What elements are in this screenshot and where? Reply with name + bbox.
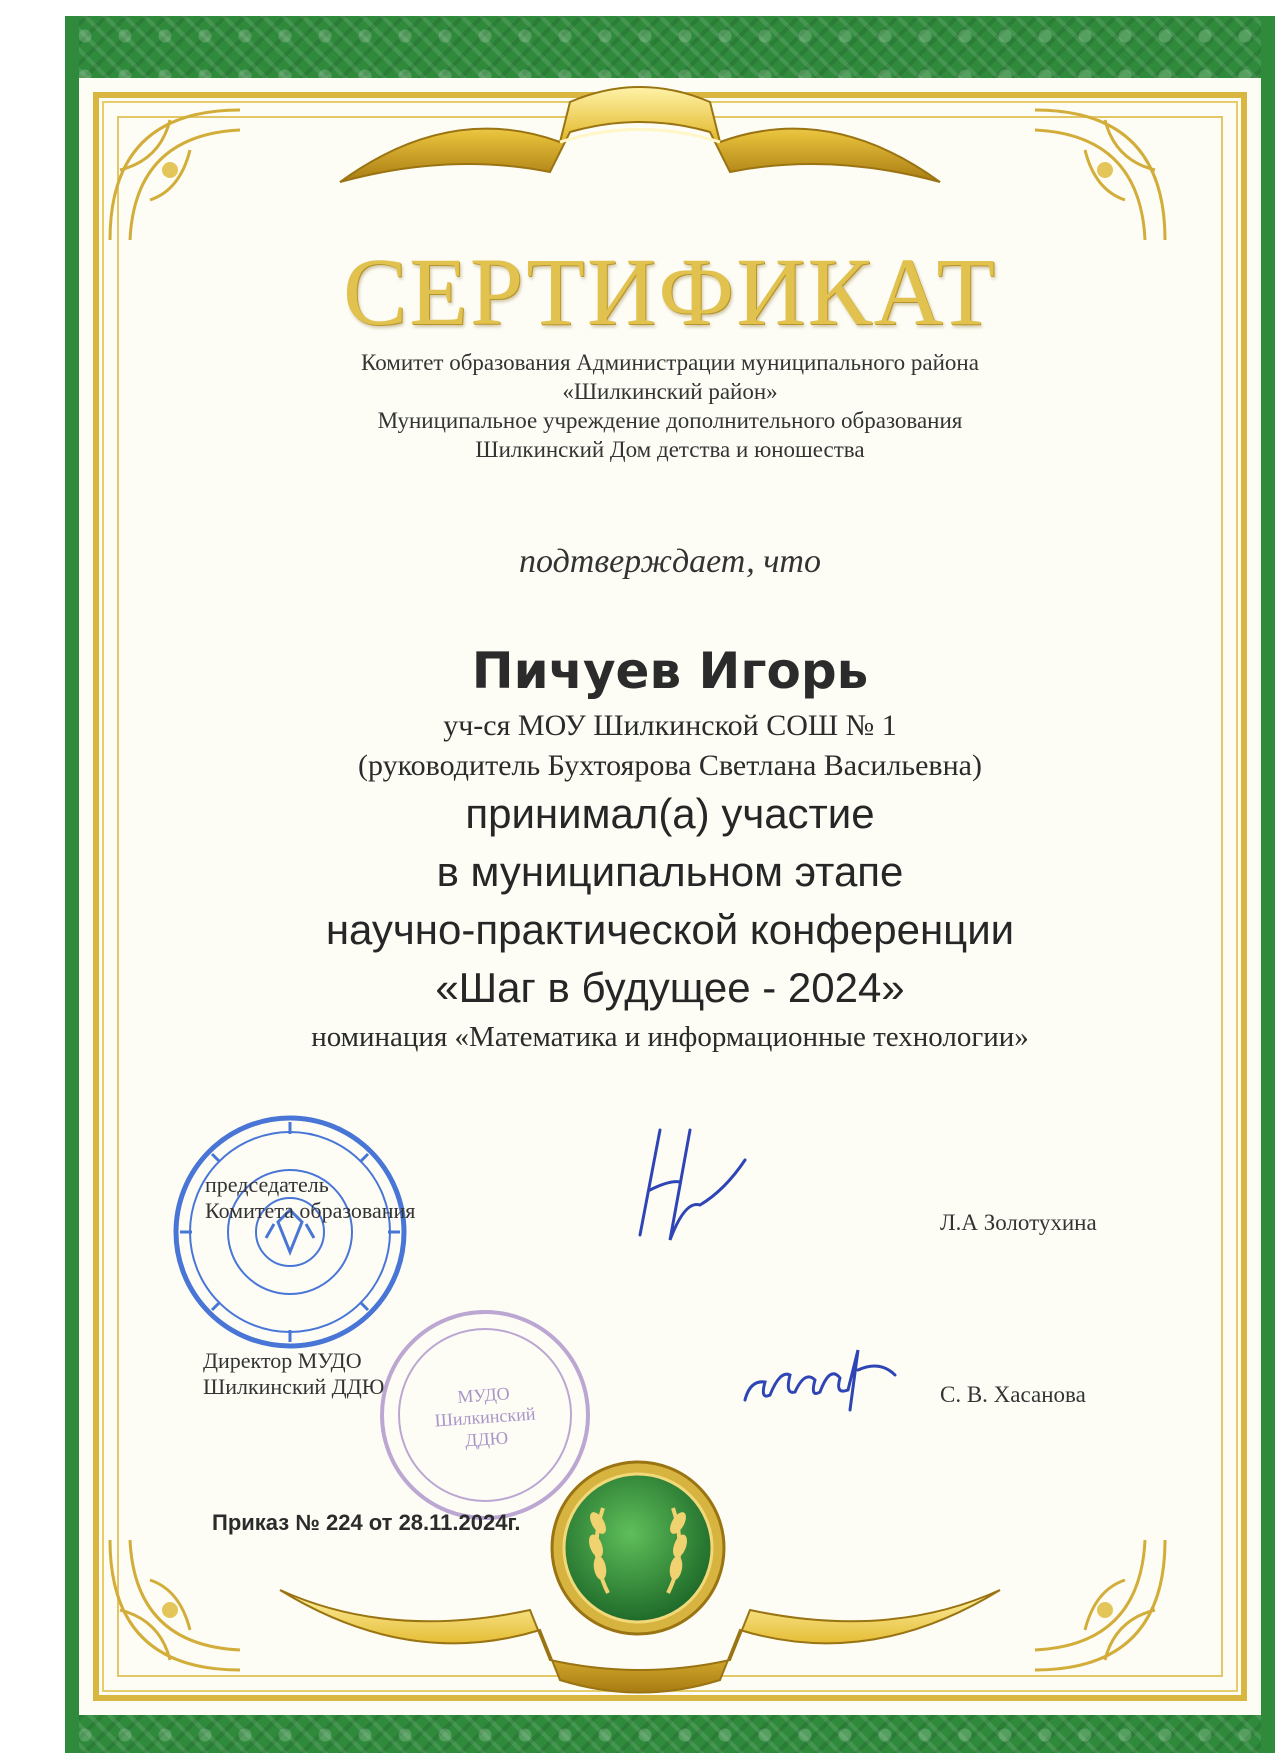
student-line: (руководитель Бухтоярова Светлана Васильевна) bbox=[358, 749, 982, 782]
certificate-title: СЕРТИФИКАТ bbox=[343, 238, 997, 345]
corner-flourish-bottom-left-icon bbox=[100, 1530, 250, 1680]
director-title-line: Директор МУДО bbox=[203, 1348, 362, 1373]
chair-signature-label bbox=[205, 1172, 415, 1224]
stamp-text: МУДО bbox=[456, 1383, 511, 1407]
chair-signature bbox=[630, 1120, 750, 1250]
participation-line: «Шаг в будущее - 2024» bbox=[435, 964, 905, 1011]
director-name: С. В. Хасанова bbox=[940, 1382, 1086, 1407]
corner-flourish-top-right-icon bbox=[1025, 100, 1175, 250]
chair-title-line: председатель bbox=[205, 1172, 329, 1197]
corner-flourish-bottom-right-icon bbox=[1025, 1530, 1175, 1680]
bottom-ornament-band bbox=[65, 1715, 1275, 1753]
participation-line: научно-практической конференции bbox=[325, 906, 1015, 953]
issuer-line: Муниципальное учреждение дополнительного образования bbox=[377, 408, 963, 433]
issuer-line: Шилкинский Дом детства и юношества bbox=[475, 437, 865, 462]
stamp-text: ДДЮ bbox=[464, 1427, 509, 1451]
nomination-text: номинация «Математика и информационные технологии» bbox=[311, 1021, 1029, 1053]
participation-line: в муниципальном этапе bbox=[436, 848, 904, 895]
director-title-line: Шилкинский ДДЮ bbox=[203, 1374, 385, 1399]
student-info bbox=[65, 706, 1275, 786]
issuer-block bbox=[65, 348, 1275, 464]
issuer-line: «Шилкинский район» bbox=[562, 379, 778, 404]
corner-flourish-top-left-icon bbox=[100, 100, 250, 250]
director-signature bbox=[740, 1340, 900, 1420]
student-line: уч-ся МОУ Шилкинской СОШ № 1 bbox=[443, 709, 897, 742]
stamp-text: Шилкинский bbox=[434, 1403, 536, 1431]
blue-round-stamp bbox=[170, 1112, 410, 1352]
laurel-medal-icon bbox=[548, 1458, 728, 1638]
issuer-line: Комитет образования Администрации муниципального района bbox=[361, 350, 979, 375]
order-reference: Приказ № 224 от 28.11.2024г. bbox=[212, 1510, 521, 1535]
chair-title-line: Комитета образования bbox=[205, 1198, 416, 1223]
director-signature-label bbox=[203, 1348, 384, 1400]
confirms-text: подтверждает, что bbox=[519, 543, 821, 580]
participation-line: принимал(а) участие bbox=[465, 790, 875, 837]
participation-block bbox=[65, 785, 1275, 1017]
top-ribbon-icon bbox=[330, 62, 950, 212]
chair-name: Л.А Золотухина bbox=[940, 1210, 1097, 1235]
violet-round-stamp bbox=[380, 1310, 590, 1520]
recipient-name: Пичуев Игорь bbox=[471, 642, 869, 700]
